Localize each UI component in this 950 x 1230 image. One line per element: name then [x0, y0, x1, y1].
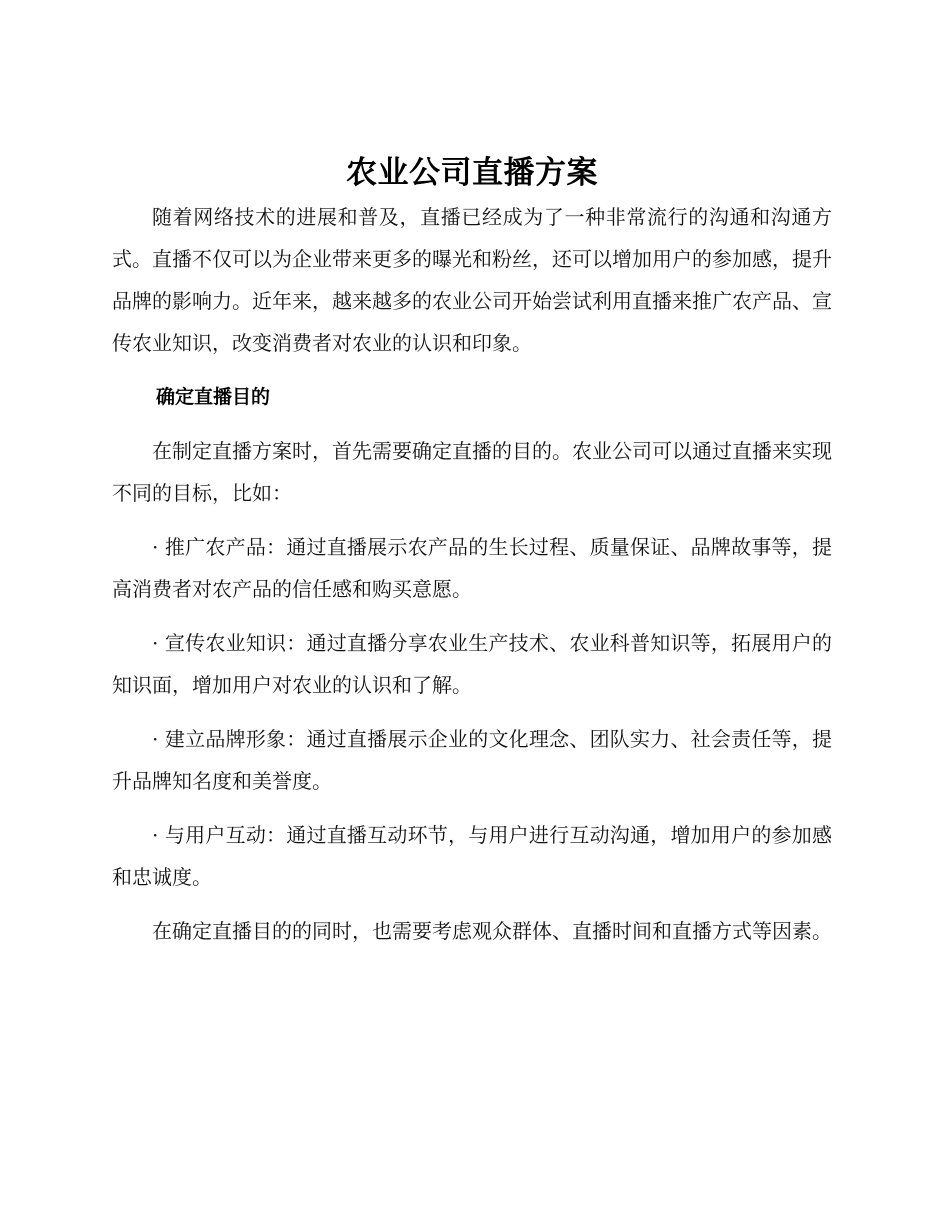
- section-intro-paragraph: 在制定直播方案时，首先需要确定直播的目的。农业公司可以通过直播来实现不同的目标，比如：: [112, 439, 832, 505]
- spacer: [112, 514, 832, 526]
- spacer: [112, 418, 832, 430]
- document-title: 农业公司直播方案: [346, 155, 598, 191]
- closing-paragraph: 在确定直播目的的同时，也需要考虑观众群体、直播时间和直播方式等因素。: [152, 919, 832, 943]
- spacer: [112, 706, 832, 718]
- section-heading: 确定直播目的: [156, 386, 271, 408]
- goal-item: · 推广农产品：通过直播展示农产品的生长过程、质量保证、品牌故事等，提高消费者对农产品的信任感和购买意愿。: [112, 535, 832, 601]
- goal-item: · 宣传农业知识：通过直播分享农业生产技术、农业科普知识等，拓展用户的知识面，增加用户对农业的认识和了解。: [112, 631, 832, 697]
- goal-item: · 与用户互动：通过直播互动环节，与用户进行互动沟通，增加用户的参加感和忠诚度。: [112, 823, 832, 889]
- goal-item: · 建立品牌形象：通过直播展示企业的文化理念、团队实力、社会责任等，提升品牌知名度和美誉度。: [112, 727, 832, 793]
- spacer: [112, 364, 832, 376]
- document-page: [112, 150, 832, 952]
- spacer: [112, 802, 832, 814]
- spacer: [112, 610, 832, 622]
- intro-paragraph: 随着网络技术的进展和普及，直播已经成为了一种非常流行的沟通和沟通方式。直播不仅可以为企业带来更多的曝光和粉丝，还可以增加用户的参加感，提升品牌的影响力。近年来，越来越多的农业公司开始尝试利用直播来推广农产品、宣传农业知识，改变消费者对农业的认识和印象。: [112, 205, 832, 355]
- spacer: [112, 898, 832, 910]
